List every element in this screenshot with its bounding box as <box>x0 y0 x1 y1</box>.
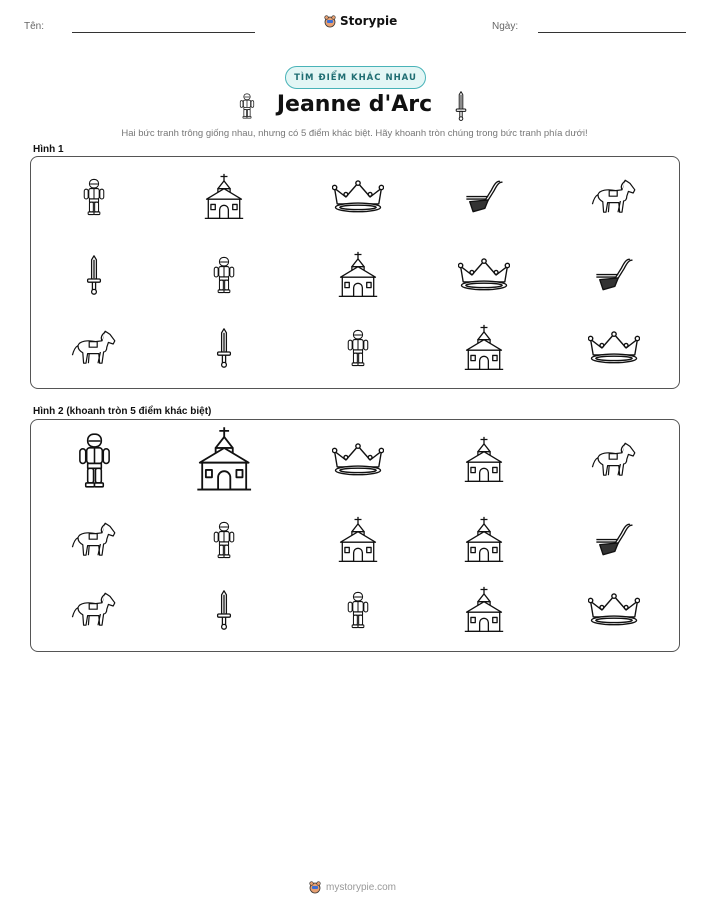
knight-icon[interactable] <box>345 323 371 377</box>
sword-icon[interactable] <box>216 587 232 637</box>
church-icon[interactable] <box>335 251 381 303</box>
church-icon[interactable] <box>201 173 247 225</box>
horse-icon[interactable] <box>70 590 118 634</box>
page-title: Jeanne d'Arc <box>276 92 433 117</box>
horse-icon[interactable] <box>70 520 118 564</box>
name-label: Tên: <box>24 21 45 32</box>
date-label: Ngày: <box>492 21 519 32</box>
brand-logo <box>323 14 397 28</box>
date-line[interactable] <box>538 32 686 33</box>
title-knight-icon <box>238 92 256 124</box>
crown-icon[interactable] <box>588 330 640 370</box>
church-icon[interactable] <box>192 426 256 497</box>
knight-icon[interactable] <box>75 423 114 502</box>
title-sword-icon <box>454 91 468 125</box>
footer <box>308 880 396 894</box>
name-line[interactable] <box>72 32 255 33</box>
instructions: Hai bức tranh trông giống nhau, nhưng có 5 điểm khác biệt. Hãy khoanh tròn chúng trong bức tranh phía dưới! <box>121 128 588 139</box>
sword-icon[interactable] <box>216 325 232 375</box>
church-icon[interactable] <box>335 516 381 568</box>
horse-icon[interactable] <box>590 177 638 221</box>
activity-badge: TÌM ĐIỂM KHÁC NHAU <box>285 66 426 89</box>
horse-icon[interactable] <box>70 328 118 372</box>
knight-icon[interactable] <box>211 515 237 569</box>
knight-icon[interactable] <box>211 250 237 304</box>
brand-name: Storypie <box>340 14 398 28</box>
crown-icon[interactable] <box>458 257 510 297</box>
plow-icon[interactable] <box>463 178 505 220</box>
bear-icon <box>323 14 337 28</box>
plow-icon[interactable] <box>593 521 635 563</box>
footer-bear-icon <box>308 880 322 894</box>
panel1-label: Hình 1 <box>33 144 64 155</box>
sword-icon[interactable] <box>86 252 102 302</box>
crown-icon[interactable] <box>332 442 384 482</box>
knight-icon[interactable] <box>81 172 107 226</box>
crown-icon[interactable] <box>588 592 640 632</box>
knight-icon[interactable] <box>345 585 371 639</box>
church-icon[interactable] <box>461 586 507 638</box>
church-icon[interactable] <box>461 516 507 568</box>
church-icon[interactable] <box>461 436 507 488</box>
footer-url: mystorypie.com <box>326 881 397 893</box>
plow-icon[interactable] <box>593 256 635 298</box>
panel2-label: Hình 2 (khoanh tròn 5 điểm khác biệt) <box>33 406 212 417</box>
church-icon[interactable] <box>461 324 507 376</box>
crown-icon[interactable] <box>332 179 384 219</box>
horse-icon[interactable] <box>590 440 638 484</box>
